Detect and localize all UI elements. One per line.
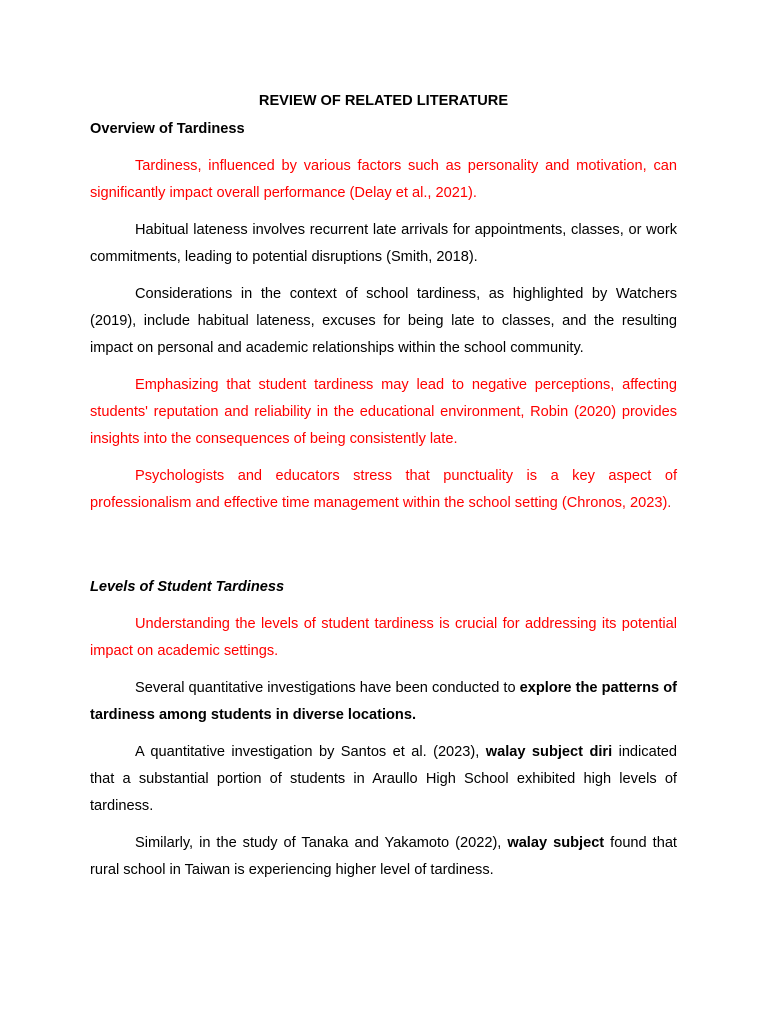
paragraph-negative-perceptions: Emphasizing that student tardiness may lead to negative perceptions, affecting students' reputation and reliability in the educational environment, Robin (2020) provides insights into the consequences of being consistently late. <box>90 377 677 447</box>
text-run: Several quantitative investigations have been conducted to <box>135 680 520 696</box>
paragraph-quantitative-investigations <box>90 675 677 729</box>
paragraph-santos-study <box>90 739 677 820</box>
document-title: REVIEW OF RELATED LITERATURE <box>258 93 509 109</box>
bold-text-run: walay subject <box>507 835 605 851</box>
text-run: Similarly, in the study of Tanaka and Yakamoto (2022), <box>135 835 508 851</box>
text-run: indicated that a substantial portion of students in Araullo High School exhibited high levels of tardiness. <box>90 744 677 814</box>
paragraph-tanaka-study <box>90 830 677 884</box>
paragraph-tardiness-factors: Tardiness, influenced by various factors such as personality and motivation, can significantly impact overall performance (Delay et al., 2021). <box>90 158 677 201</box>
paragraph-punctuality: Psychologists and educators stress that punctuality is a key aspect of professionalism and effective time management within the school setting (Chronos, 2023). <box>90 468 677 511</box>
paragraph-understanding-levels: Understanding the levels of student tardiness is crucial for addressing its potential impact on academic settings. <box>90 616 677 659</box>
section-spacer <box>90 527 677 574</box>
section-heading-levels: Levels of Student Tardiness <box>90 579 285 595</box>
text-run: A quantitative investigation by Santos et al. (2023), <box>135 744 486 760</box>
bold-text-run: walay subject diri <box>485 744 613 760</box>
paragraph-school-considerations: Considerations in the context of school tardiness, as highlighted by Watchers (2019), include habitual lateness, excuses for being late to classes, and the resulting impact on personal and academic relationships within the school community. <box>90 286 677 356</box>
section-heading-overview: Overview of Tardiness <box>90 121 245 137</box>
bold-text-run: explore the patterns of tardiness among students in diverse locations. <box>90 680 677 723</box>
document-page <box>90 88 677 894</box>
text-run: found that rural school in Taiwan is experiencing higher level of tardiness. <box>90 835 677 878</box>
paragraph-habitual-lateness: Habitual lateness involves recurrent late arrivals for appointments, classes, or work commitments, leading to potential disruptions (Smith, 2018). <box>90 222 677 265</box>
